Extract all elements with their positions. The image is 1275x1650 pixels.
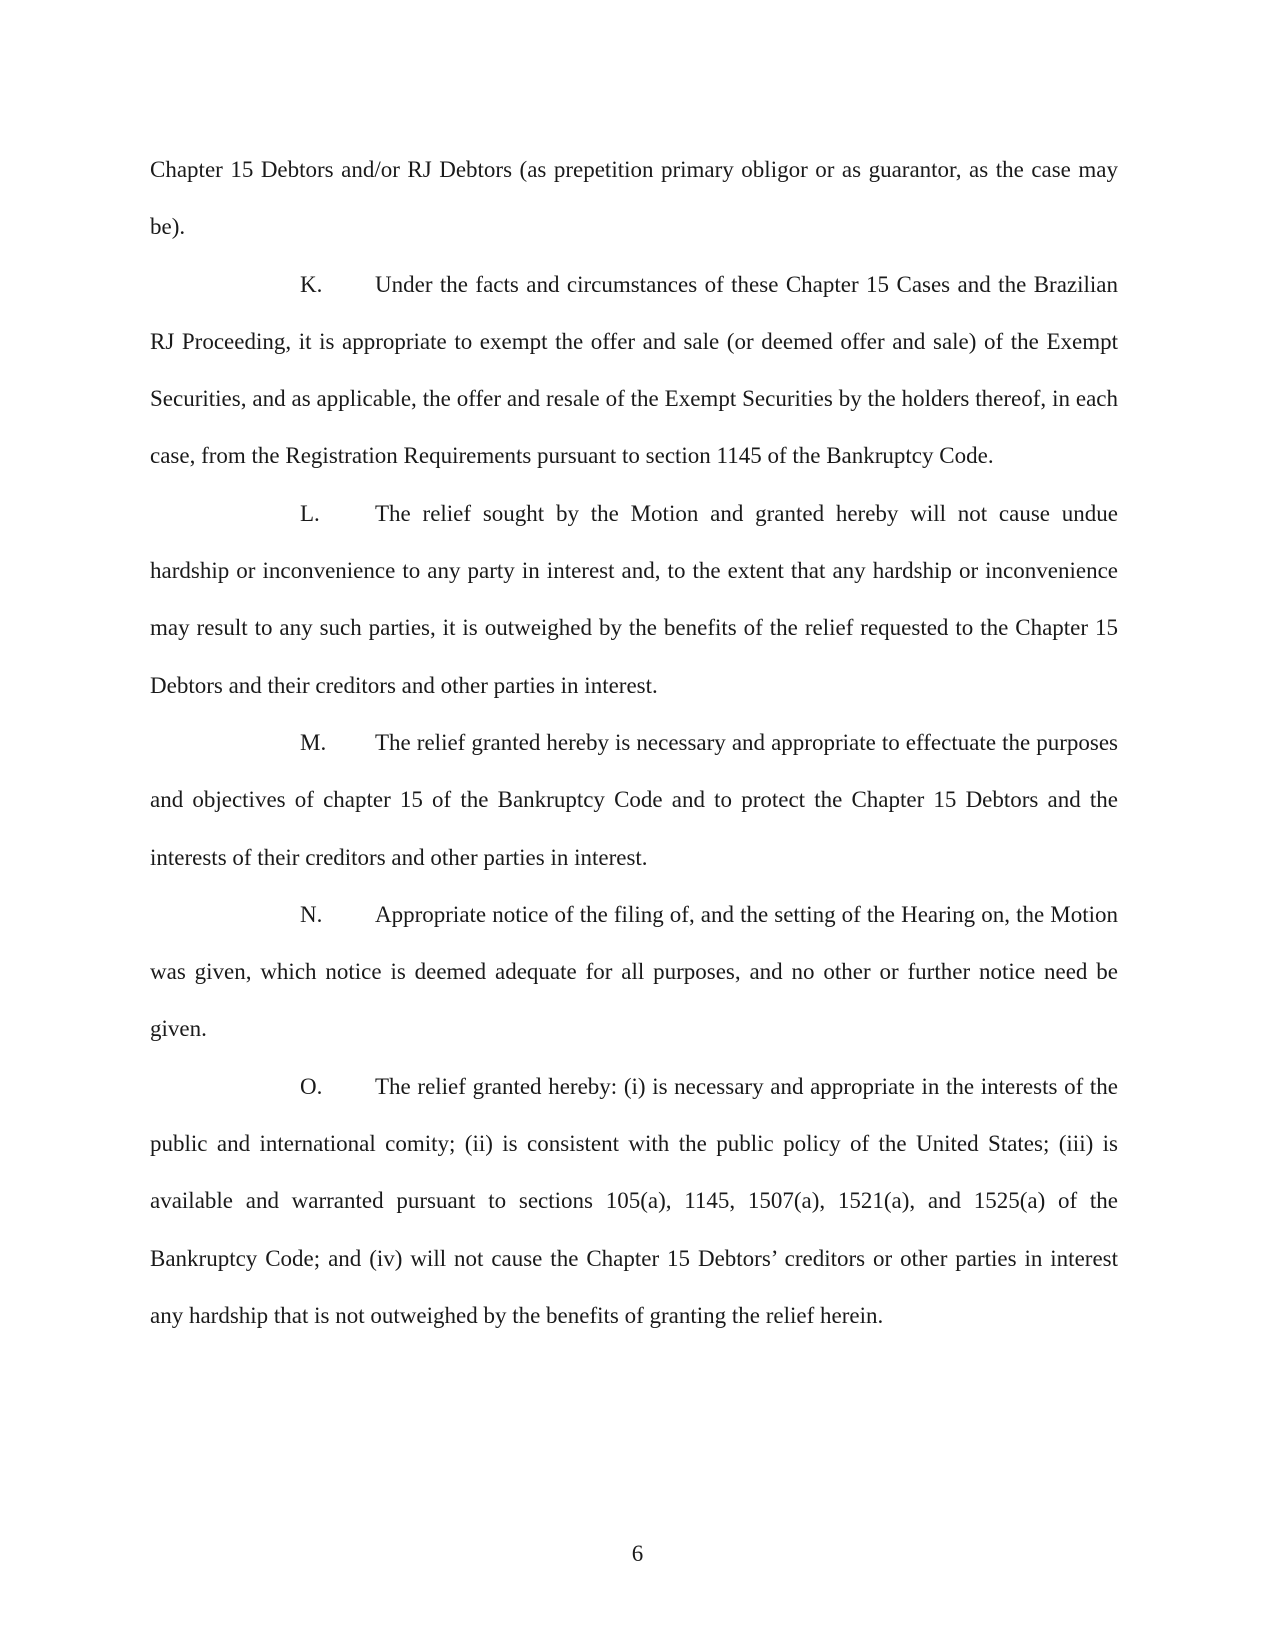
paragraph-text: Appropriate notice of the filing of, and the setting of the Hearing on, the Motion was given, which notice is deemed adequate for all purposes, and no other or further notice need be given.: [150, 901, 1118, 1042]
paragraph-m: [150, 714, 1118, 886]
paragraph-l: [150, 485, 1118, 714]
paragraph-text: The relief granted hereby is necessary and appropriate to effectuate the purposes and objectives of chapter 15 of the Bankruptcy Code and to protect the Chapter 15 Debtors and the interests of their creditors and other parties in interest.: [150, 729, 1118, 870]
paragraph-k: [150, 256, 1118, 485]
paragraph-n: [150, 886, 1118, 1058]
continuation-paragraph: Chapter 15 Debtors and/or RJ Debtors (as prepetition primary obligor or as guarantor, as the case may be).: [150, 157, 1118, 240]
paragraph-text: The relief sought by the Motion and granted hereby will not cause undue hardship or inconvenience to any party in interest and, to the extent that any hardship or inconvenience may result to any such parties, it is outweighed by the benefits of the relief requested to the Chapter 15 Debtors and their creditors and other parties in interest.: [150, 500, 1118, 698]
paragraph-text: The relief granted hereby: (i) is necessary and appropriate in the interests of the public and international comity; (ii) is consistent with the public policy of the United States; (iii) is available and warranted pursuant to sections 105(a), 1145, 1507(a), 1521(a), and 1525(a) of the Bankruptcy Code; and (iv) will not cause the Chapter 15 Debtors’ creditors or other parties in interest any hardship that is not outweighed by the benefits of granting the relief herein.: [150, 1073, 1118, 1328]
paragraph-letter: O.: [300, 1073, 323, 1099]
paragraph-letter: N.: [300, 901, 323, 927]
paragraph-text: Under the facts and circumstances of these Chapter 15 Cases and the Brazilian RJ Proceeding, it is appropriate to exempt the offer and sale (or deemed offer and sale) of the Exempt Securities, and as applicable, the offer and resale of the Exempt Securities by the holders thereof, in each case, from the Registration Requirements pursuant to section 1145 of the Bankruptcy Code.: [150, 271, 1118, 469]
paragraph-letter: L.: [300, 500, 320, 526]
document-body: [150, 141, 1118, 1344]
paragraph-letter: K.: [300, 271, 323, 297]
paragraph-o: [150, 1058, 1118, 1344]
page-number: 6: [631, 1541, 644, 1566]
paragraph-letter: M.: [300, 729, 327, 755]
